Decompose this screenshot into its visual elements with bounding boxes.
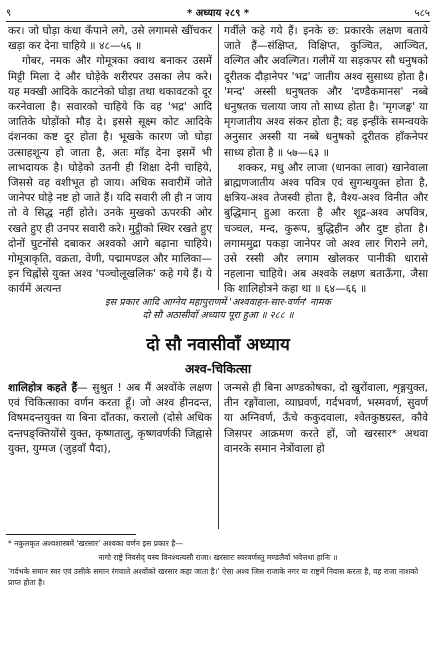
colophon-line-1: इस प्रकार आदि आग्नेय महापुराणमें 'अश्ववाहन-सार-वर्णन' नामक bbox=[105, 297, 331, 308]
header-left-mark: ९ bbox=[6, 8, 12, 19]
footnote-translation: 'गर्दभके समान स्वर एवं उसीके समान रंगवाले अश्वोंको खरसार कहा जाता है।' ऐसा अश्व जिस राजाके नगर या राष्ट्रमें निवास करता है, वह राजा नाशको प्राप्त होता है। bbox=[8, 567, 419, 587]
footnote-rule bbox=[6, 534, 136, 535]
footnote-1: * नकुलकृत अश्वशास्त्रमें 'खरसार' अश्वका वर्णन इस प्रकार है— bbox=[8, 539, 183, 548]
bottom-right-column bbox=[224, 381, 428, 457]
bottom-left-column bbox=[8, 381, 212, 457]
header-rule bbox=[6, 21, 430, 22]
left-paragraph-1: कर। जो घोड़ा कंधा कँपाने लगे, उसे लगामसे खींचकर खड़ा कर देना चाहिये ॥ ४८—५६ ॥ bbox=[8, 25, 212, 53]
column-divider-top bbox=[218, 24, 219, 290]
bottom-right-text: जन्मसे ही बिना अण्डकोषका, दो खुरोंवाला, शृङ्गयुक्त, तीन रङ्गोंवाला, व्याघ्रवर्ण, गर्दभवर्ण, भस्मवर्ण, सुवर्ण या अग्निवर्ण, ऊँचे ककुदवाला, श्वेतकुष्ठग्रस्त, कौवे जिसपर आक्रमण करते हों, जो खरसार* अथवा वानरके समान नेत्रोंवाला हो bbox=[224, 382, 428, 455]
right-column bbox=[224, 24, 428, 298]
column-divider-bottom bbox=[218, 381, 219, 529]
chapter-subtitle: अश्व-चिकित्सा bbox=[184, 361, 252, 376]
page-header bbox=[6, 4, 430, 20]
colophon-line-2: दो सौ अठासीवाँ अध्याय पूरा हुआ ॥ २८८ ॥ bbox=[142, 310, 294, 321]
page-number: ५८५ bbox=[414, 8, 430, 19]
running-title: * अध्याय २८९ * bbox=[186, 8, 250, 19]
footnote-verse: नागो राष्ट्रे निवसेद् यस्य विनश्यत्यसौ राजा। खरसारः स्वरवर्णस्तु मण्डलैर्वा भवेत्तथा हानिः ॥ bbox=[98, 553, 338, 562]
chapter-title: दो सौ नवासीवाँ अध्याय bbox=[146, 335, 290, 355]
left-column bbox=[8, 24, 212, 298]
speaker-lead: शालिहोत्र कहते हैं bbox=[8, 382, 78, 394]
chapter-colophon bbox=[10, 296, 426, 322]
left-paragraph-2: गोबर, नमक और गोमूत्रका क्वाथ बनाकर उसमें मिट्टी मिला दे और घोड़ेके शरीरपर उसका लेप करे। यह मक्खी आदिके काटनेको घोड़ा तथा थकावटको दूर करनेवाला है। सवारको चाहिये कि वह 'भद्र' आदि जातिके घोड़ोंको मौड़ दे। इससे सूक्ष्म कोट आदिके दंशनका कष्ट दूर होता है। भूखके कारण जो घोड़ा उत्साहशून्य हो जाता है, अतः माँड़ देना इसमें भी लाभदायक है। घोड़ेको उतनी ही शिक्षा देनी चाहिये, जिससे वह वशीभूत हो जाय। अधिक सवारीमें जोते जानेपर घोड़े नष्ट हो जाते हैं। यदि सवारी ली ही न जाय तो वे सिद्ध नहीं होते। उनके मुखको ऊपरकी ओर रखते हुए ही उनपर सवारी करे। मुट्ठीको स्थिर रखते हुए दोनों घुटनोंसे दबाकर अश्वको आगे बढ़ाना चाहिये। गोमूत्राकृति, वक्रता, वेणी, पद्मामण्डल और मालिका—इन चिह्नोंसे युक्त अश्व 'पञ्चोलूखलिक' कहे गये हैं। ये कार्यमें अत्यन्त bbox=[8, 55, 213, 296]
bottom-left-text: — सुश्रुत ! अब मैं अश्वोंके लक्षण एवं चिकित्साका वर्णन करता हूँ। जो अश्व हीनदन्त, विषमदन्तयुक्त या बिना दाँतका, करालो (दोसे अधिक दन्तपङ्क्तियोंसे युक्त, कृष्णतालु, कृष्णवर्णकी जिह्वासे युक्त, युग्मज (जुड़वाँ पैदा), bbox=[8, 382, 212, 455]
right-paragraph-1: गर्वीले कहे गये हैं। इनके छ: प्रकारके लक्षण बताये जाते हैं—संक्षिप्त, विक्षिप्त, कुञ्चित, आञ्चित, वल्गित और अवल्गित। गलीमें या सड़कपर सौ धनुषको दूरीतक दौड़ानेपर 'भद्र' जातीय अश्व सुसाध्य होता है। 'मन्द' अस्सी धनुषतक और 'दण्डैकमानस' नब्बे धनुषतक चलाया जाय तो साध्य होता है। 'मृगजङ्घ' या मृगजातीय अश्व संकर होता है; वह इन्हींके समन्वयके अनुसार अस्सी या नब्बे धनुषको दूरीतक हाँकनेपर साध्य होता है ॥ ५७—६३ ॥ bbox=[224, 25, 428, 159]
right-paragraph-2: शक्कर, मधु और लाजा (धानका लावा) खानेवाला ब्राह्मणजातीय अश्व पवित्र एवं सुगन्धयुक्त होता है, क्षत्रिय-अश्व तेजस्वी होता है, वैश्य-अश्व विनीत और बुद्धिमान् हुआ करता है और शूद्र-अश्व अपवित्र, चञ्चल, मन्द, कुरूप, बुद्धिहीन और दुष्ट होता है। लगाममुद्रा पकड़ा जानेपर जो अश्व लार गिराने लगे, उसे रस्सी और लगाम खोलकर पानीकी धारासे नहलाना चाहिये। अब अश्वके लक्षण बताऊँगा, जैसा कि शालिहोत्रने कहा था ॥ ६४—६६ ॥ bbox=[224, 161, 428, 296]
